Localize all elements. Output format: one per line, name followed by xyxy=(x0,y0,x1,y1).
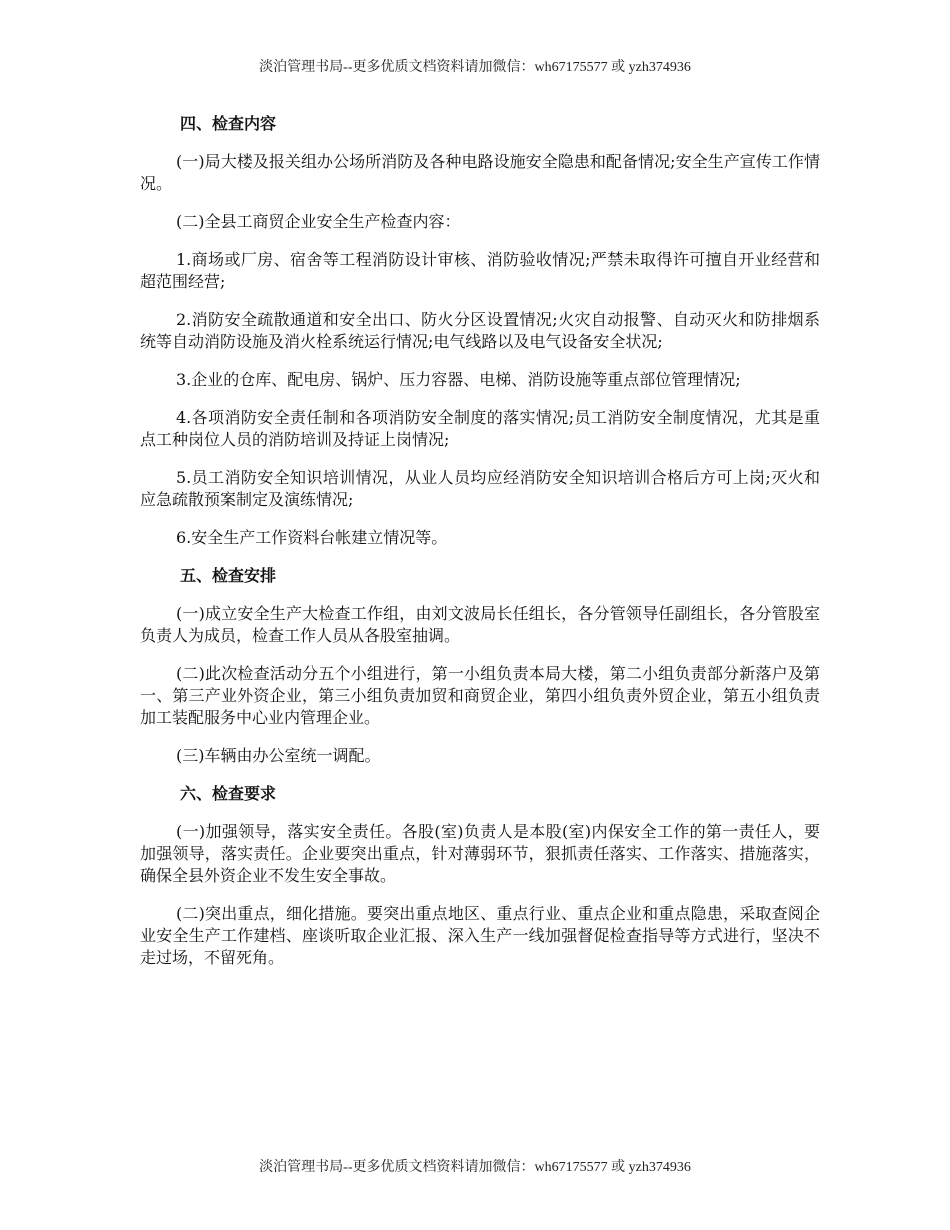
section-heading: 四、检查内容 xyxy=(180,114,277,133)
paragraph: (二)此次检查活动分五个小组进行，第一小组负责本局大楼，第二小组负责部分新落户及第一、第三产业外资企业，第三小组负责加贸和商贸企业，第四小组负责外贸企业，第五小组负责加工装配服务中心业内管理企业。 xyxy=(140,664,820,727)
paragraph: (三)车辆由办公室统一调配。 xyxy=(176,746,381,765)
paragraph: (二)全县工商贸企业安全生产检查内容： xyxy=(176,212,461,231)
paragraph: 6.安全生产工作资料台帐建立情况等。 xyxy=(176,528,448,547)
paragraph: 2.消防安全疏散通道和安全出口、防火分区设置情况;火灾自动报警、自动灭火和防排烟系统等自动消防设施及消火栓系统运行情况;电气线路以及电气设备安全状况; xyxy=(140,310,820,351)
section-inspection-requirements xyxy=(140,783,820,969)
paragraph: (一)成立安全生产大检查工作组，由刘文波局长任组长，各分管领导任副组长，各分管股室负责人为成员，检查工作人员从各股室抽调。 xyxy=(140,604,820,645)
paragraph: 1.商场或厂房、宿舍等工程消防设计审核、消防验收情况;严禁未取得许可擅自开业经营和超范围经营; xyxy=(140,250,820,291)
paragraph: 5.员工消防安全知识培训情况，从业人员均应经消防安全知识培训合格后方可上岗;灭火和应急疏散预案制定及演练情况; xyxy=(140,468,820,509)
document-body xyxy=(140,113,820,985)
page-header: 淡泊管理书局--更多优质文档资料请加微信：wh67175577 或 yzh374936 xyxy=(259,60,691,75)
section-inspection-content xyxy=(140,113,820,549)
section-heading: 五、检查安排 xyxy=(180,566,277,585)
paragraph: (一)局大楼及报关组办公场所消防及各种电路设施安全隐患和配备情况;安全生产宣传工作情况。 xyxy=(140,152,820,193)
page-footer: 淡泊管理书局--更多优质文档资料请加微信：wh67175577 或 yzh374936 xyxy=(259,1160,691,1175)
paragraph: (一)加强领导，落实安全责任。各股(室)负责人是本股(室)内保安全工作的第一责任人，要加强领导，落实责任。企业要突出重点，针对薄弱环节，狠抓责任落实、工作落实、措施落实，确保全县外资企业不发生安全事故。 xyxy=(140,822,820,885)
section-inspection-arrangement xyxy=(140,565,820,767)
section-heading: 六、检查要求 xyxy=(180,784,277,803)
paragraph: 4.各项消防安全责任制和各项消防安全制度的落实情况;员工消防安全制度情况，尤其是重点工种岗位人员的消防培训及持证上岗情况; xyxy=(140,408,820,449)
paragraph: 3.企业的仓库、配电房、锅炉、压力容器、电梯、消防设施等重点部位管理情况; xyxy=(176,370,741,389)
paragraph: (二)突出重点，细化措施。要突出重点地区、重点行业、重点企业和重点隐患，采取查阅企业安全生产工作建档、座谈听取企业汇报、深入生产一线加强督促检查指导等方式进行，坚决不走过场，不留死角。 xyxy=(140,904,820,967)
